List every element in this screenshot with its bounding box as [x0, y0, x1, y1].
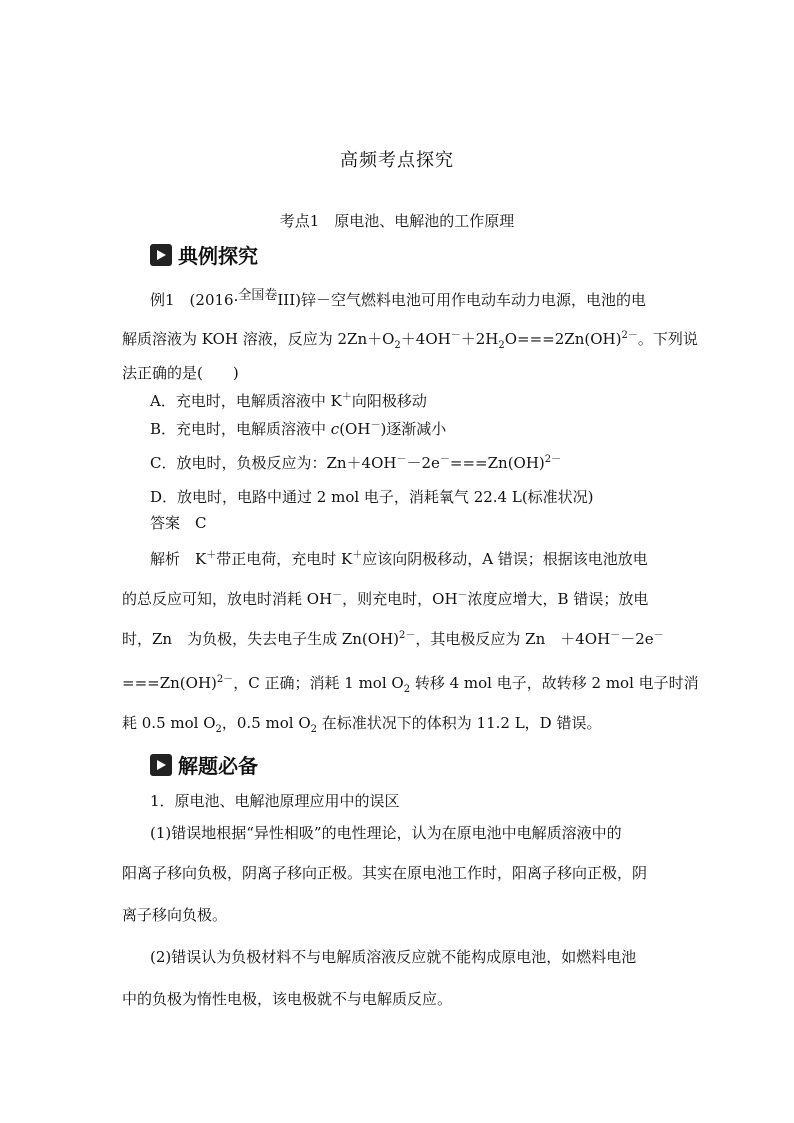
note-1-line-2: 阳离子移向负极，阴离子移向正极。其实在原电池工作时，阳离子移向正极，阴: [122, 864, 648, 882]
option-b: B．充电时，电解质溶液中 c(OH－)逐渐减小: [150, 420, 447, 438]
option-d: D．放电时，电路中通过 2 mol 电子，消耗氧气 22.4 L(标准状况): [150, 488, 594, 506]
note-1-line-3: 离子移向负极。: [122, 906, 228, 924]
example-line-2: 解质溶液为 KOH 溶液，反应为 $2Zn+O_2+4OH^-+2H_2O===2Zn(OH)^{2-}$。下列说: [122, 330, 698, 351]
section-heading-essentials: [150, 750, 258, 779]
note-2-line-2: 中的负极为惰性电极，该电极就不与电解质反应。: [122, 990, 453, 1008]
play-icon: [150, 754, 172, 776]
analysis-line-4: ===Zn(OH)$^{2-}$，C 正确；消耗 1 mol $O_2$ 转移 4 mol 电子，故转移 2 mol 电子时消: [122, 674, 699, 695]
option-c: C．放电时，负极反应为：Zn＋4OH－－2e－===Zn(OH)$^{2-}$: [150, 454, 562, 472]
page-title: 高频考点探究: [340, 150, 454, 171]
analysis-line-2: 的总反应可知，放电时消耗 OH－，则充电时，OH－浓度应增大，B 错误；放电: [122, 590, 649, 608]
example-line-1: 例1 (2016·$^{全国卷}$III)锌－空气燃料电池可用作电动车动力电源，电池的电: [150, 288, 646, 309]
option-a: A．充电时，电解质溶液中 K＋向阳极移动: [150, 392, 427, 410]
example-line-3: 法正确的是( ): [122, 364, 239, 382]
notes-heading: 1．原电池、电解池原理应用中的误区: [150, 792, 400, 810]
page-subtitle: 考点1 原电池、电解池的工作原理: [279, 212, 515, 230]
analysis-line-5: 耗 0.5 mol $O_2$，0.5 mol $O_2$ 在标准状况下的体积为 11.2 L，D 错误。: [122, 714, 602, 735]
section-label: 典例探究: [178, 244, 258, 268]
play-icon: [150, 244, 172, 266]
analysis-line-3: 时，Zn 为负极，失去电子生成 Zn(OH)$^{2-}$，其电极反应为 Zn ＋4OH－－2e－: [122, 630, 664, 648]
analysis-line-1: 解析 K＋带正电荷，充电时 K＋应该向阴极移动，A 错误；根据该电池放电: [150, 550, 648, 568]
section-heading-example: [150, 240, 258, 269]
note-1-line-1: (1)错误地根据“异性相吸”的电性理论，认为在原电池中电解质溶液中的: [150, 824, 622, 842]
section-label: 解题必备: [178, 754, 258, 778]
note-2-line-1: (2)错误认为负极材料不与电解质溶液反应就不能构成原电池，如燃料电池: [150, 948, 637, 966]
answer: 答案 C: [150, 514, 207, 532]
